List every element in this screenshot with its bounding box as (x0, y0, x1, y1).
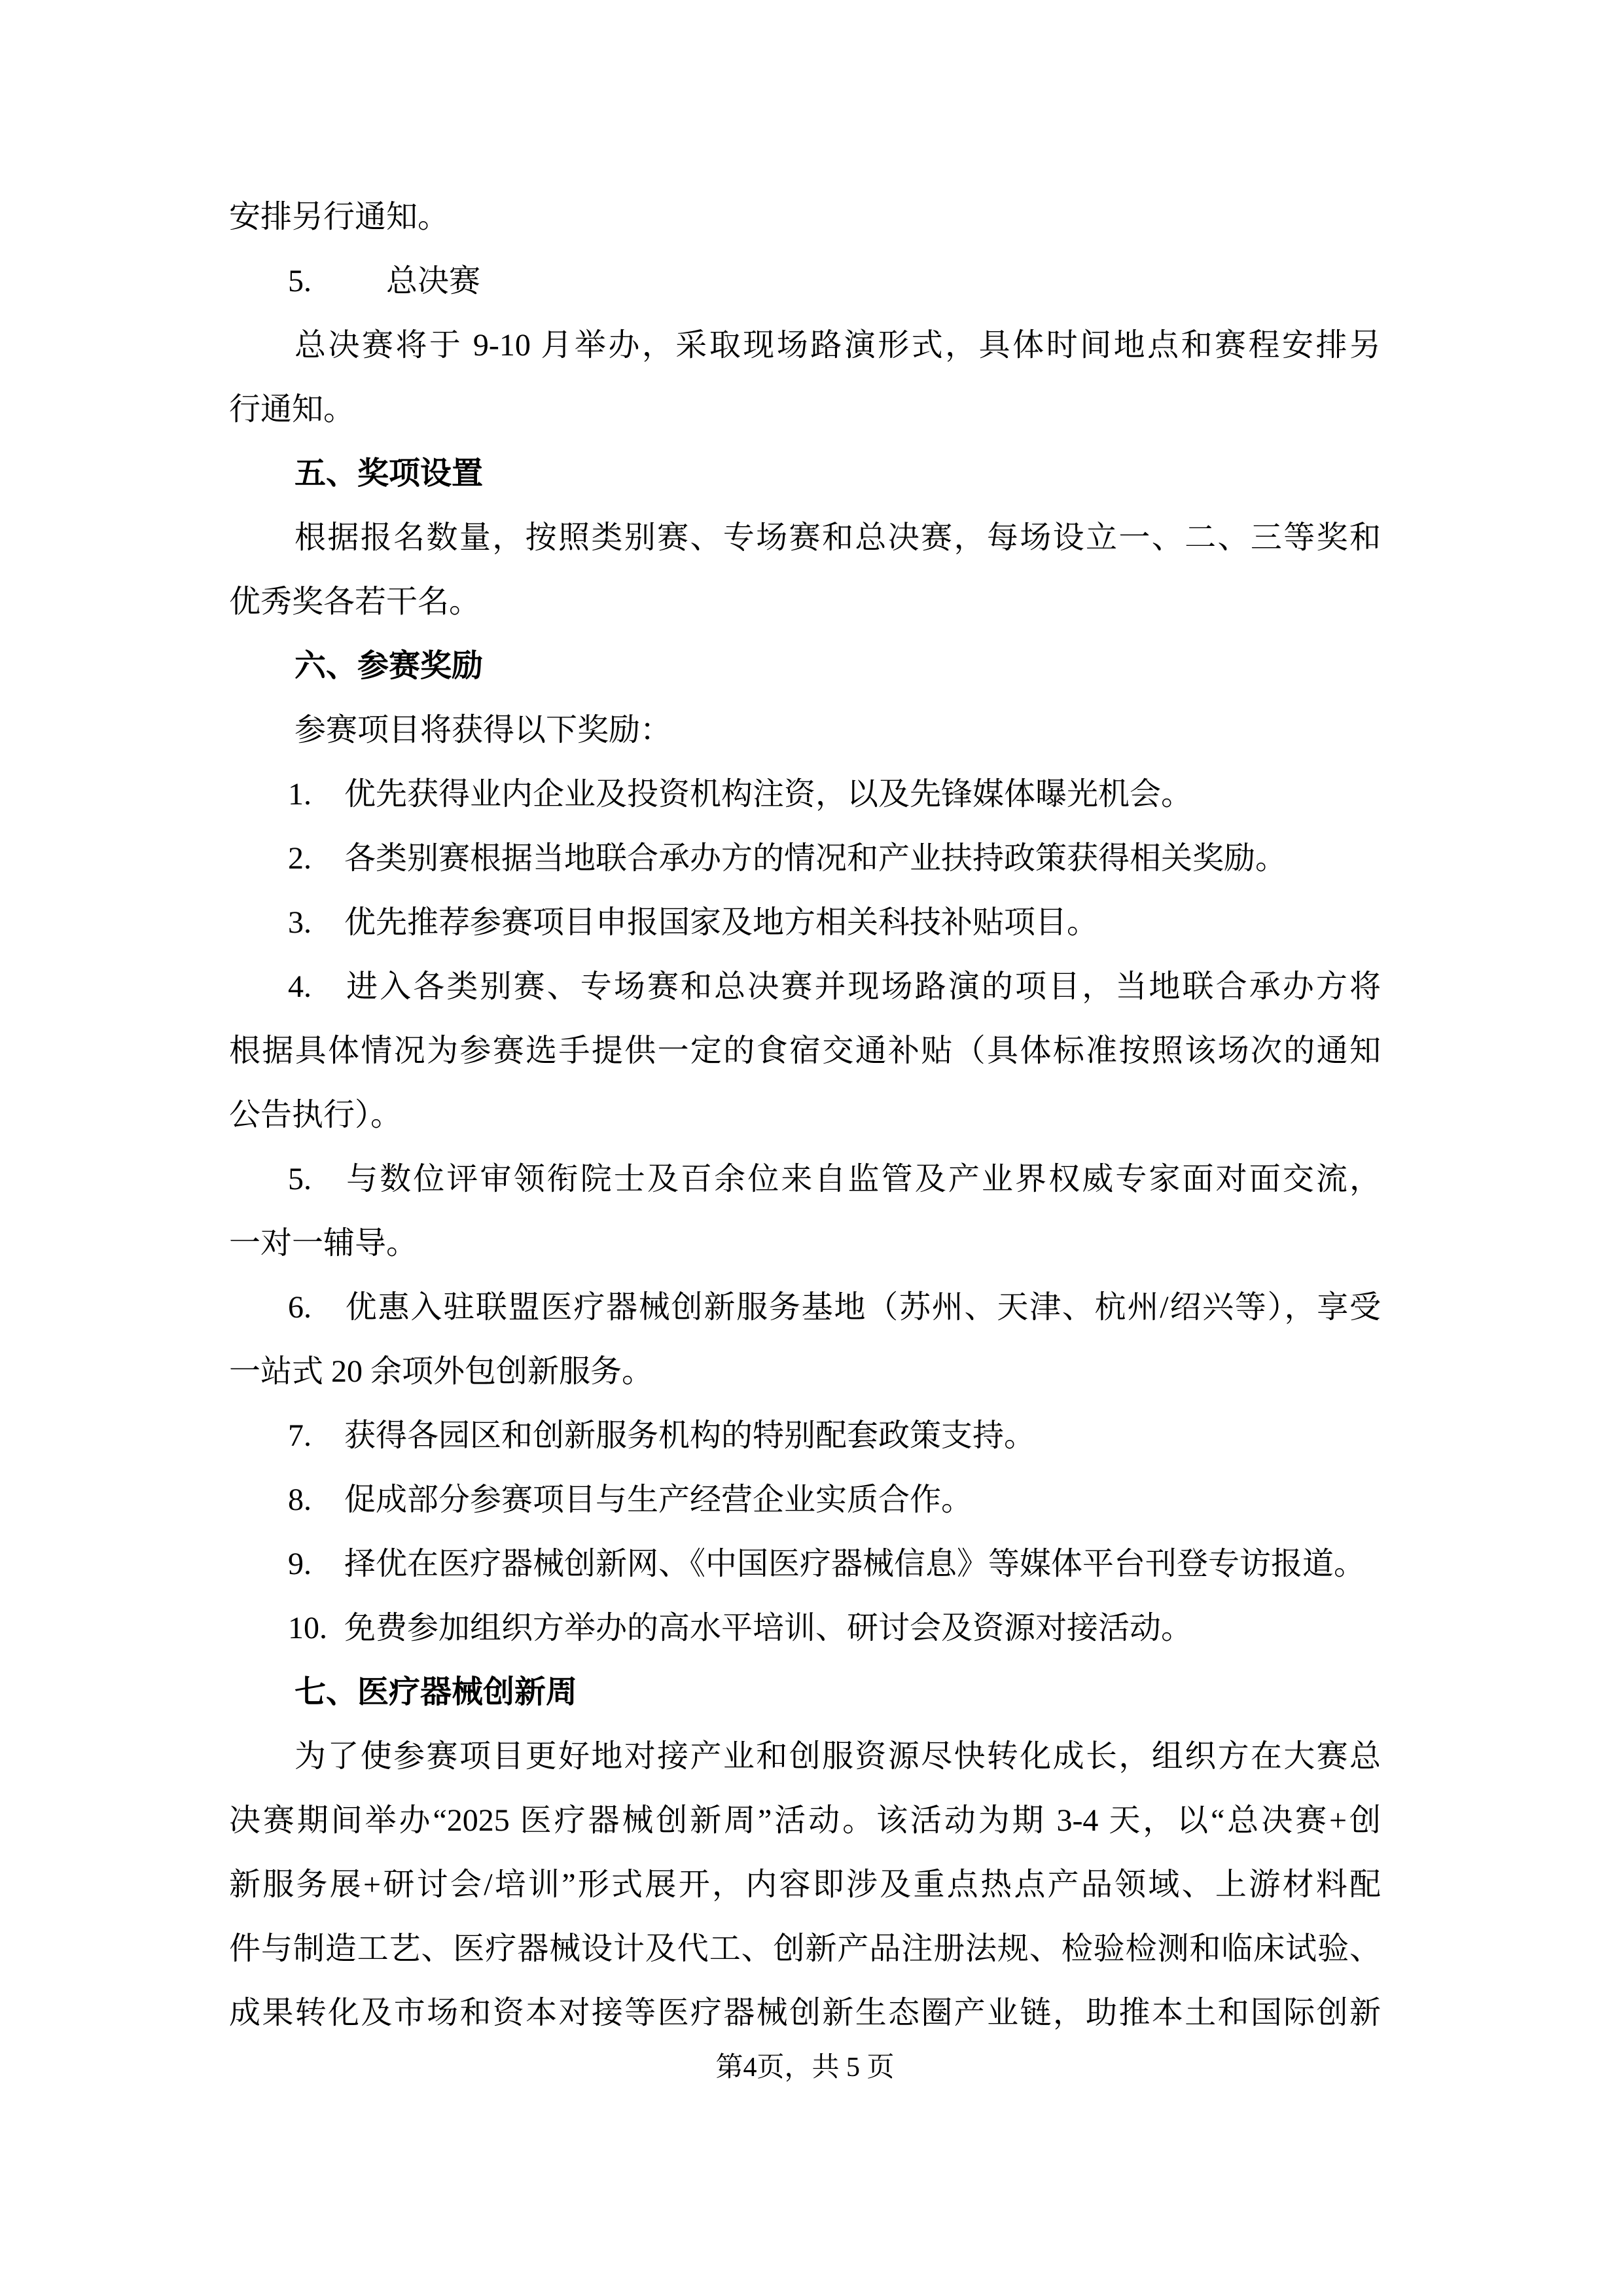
list-item-text: 与数位评审领衔院士及百余位来自监管及产业界权威专家面对面交流， (344, 1162, 1381, 1196)
list-number: 10. (288, 1611, 327, 1645)
page-footer: 第4页，共 5 页 (715, 2053, 895, 2083)
list-item (229, 249, 1381, 314)
section-heading-innovation-week: 七、医疗器械创新周 (294, 1675, 578, 1710)
list-number: 4. (288, 969, 312, 1004)
text-line: 根据具体情况为参赛选手提供一定的食宿交通补贴（具体标准按照该场次的通知 (229, 1033, 1381, 1068)
text-line: 公告执行）。 (229, 1098, 402, 1132)
list-item-text: 优先推荐参赛项目申报国家及地方相关科技补贴项目。 (344, 905, 1099, 940)
paragraph-line: 参赛项目将获得以下奖励： (294, 713, 672, 747)
text-line: 成果转化及市场和资本对接等医疗器械创新生态圈产业链，助推本土和国际创新 (229, 1996, 1381, 2030)
section-heading-participation-rewards: 六、参赛奖励 (294, 649, 484, 683)
list-item-text: 各类别赛根据当地联合承办方的情况和产业扶持政策获得相关奖励。 (344, 841, 1287, 876)
list-number: 3. (288, 905, 312, 940)
list-item-text: 促成部分参赛项目与生产经营企业实质合作。 (344, 1482, 973, 1517)
text-line: 安排另行通知。 (229, 200, 450, 234)
list-number: 5. (288, 264, 312, 298)
list-item-text: 优惠入驻联盟医疗器械创新服务基地（苏州、天津、杭州/绍兴等），享受 (344, 1290, 1381, 1325)
text-line: 行通知。 (229, 392, 355, 427)
list-item (229, 827, 1381, 891)
section-heading-awards-setup: 五、奖项设置 (294, 456, 484, 491)
list-item-text: 免费参加组织方举办的高水平培训、研讨会及资源对接活动。 (344, 1611, 1193, 1645)
list-item-text: 进入各类别赛、专场赛和总决赛并现场路演的项目，当地联合承办方将 (344, 969, 1381, 1004)
list-item (229, 1596, 1381, 1660)
list-item-text: 总决赛 (386, 264, 481, 298)
list-item-text: 获得各园区和创新服务机构的特别配套政策支持。 (344, 1418, 1036, 1453)
list-number: 1. (288, 777, 312, 812)
text-line: 决赛期间举办“2025 医疗器械创新周”活动。该活动为期 3-4 天，以“总决赛+创 (229, 1803, 1381, 1838)
list-number: 5. (288, 1162, 312, 1196)
list-item (229, 891, 1381, 955)
text-line: 优秀奖各若干名。 (229, 584, 481, 619)
list-number: 6. (288, 1290, 312, 1325)
list-item-text: 优先获得业内企业及投资机构注资，以及先锋媒体曝光机会。 (344, 777, 1193, 812)
list-item-text: 择优在医疗器械创新网、《中国医疗器械信息》等媒体平台刊登专访报道。 (344, 1547, 1366, 1581)
list-item (229, 1532, 1381, 1596)
list-number: 9. (288, 1547, 312, 1581)
list-number: 2. (288, 841, 312, 876)
paragraph-line: 根据报名数量，按照类别赛、专场赛和总决赛，每场设立一、二、三等奖和 (294, 520, 1381, 555)
list-number: 8. (288, 1482, 312, 1517)
paragraph-line: 为了使参赛项目更好地对接产业和创服资源尽快转化成长，组织方在大赛总 (294, 1739, 1381, 1774)
list-item (229, 955, 1381, 1019)
text-line: 新服务展+研讨会/培训”形式展开，内容即涉及重点热点产品领域、上游材料配 (229, 1867, 1381, 1902)
text-line: 一站式 20 余项外包创新服务。 (229, 1354, 654, 1389)
list-item (229, 1468, 1381, 1532)
list-item (229, 1404, 1381, 1468)
text-line: 件与制造工艺、医疗器械设计及代工、创新产品注册法规、检验检测和临床试验、 (229, 1931, 1381, 1966)
paragraph-line: 总决赛将于 9-10 月举办，采取现场路演形式，具体时间地点和赛程安排另 (294, 328, 1381, 363)
list-number: 7. (288, 1418, 312, 1453)
list-item (229, 1147, 1381, 1211)
text-line: 一对一辅导。 (229, 1226, 418, 1261)
list-item (229, 1276, 1381, 1340)
list-item (229, 762, 1381, 827)
